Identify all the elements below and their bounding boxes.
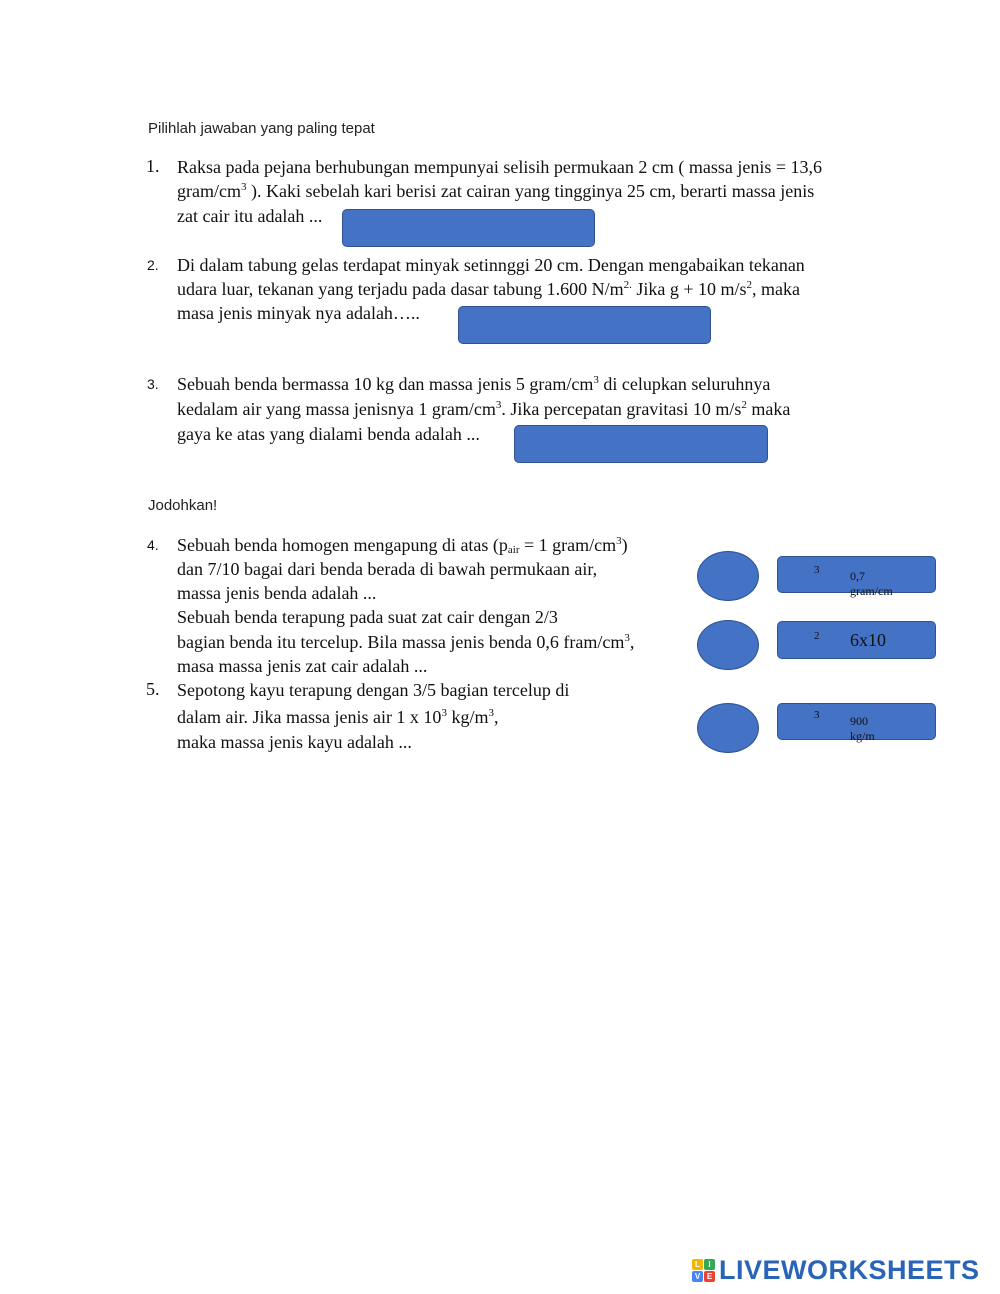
match-option-1-label: 0,7 gram/cm $^3$ bbox=[814, 564, 893, 598]
match-point-1[interactable] bbox=[697, 551, 759, 601]
match-point-2[interactable] bbox=[697, 620, 759, 670]
match-option-2[interactable] bbox=[777, 621, 936, 659]
question-3-number: 3. bbox=[147, 376, 159, 392]
question-3-line-3: gaya ke atas yang dialami benda adalah ... bbox=[177, 424, 480, 444]
question-3-line-1: Sebuah benda bermassa 10 kg dan massa jenis 5 gram/$cm^3$ di celupkan seluruhnya bbox=[177, 374, 771, 394]
liveworksheets-logo-text: LIVEWORKSHEETS bbox=[719, 1254, 980, 1285]
match-option-2-label: 6x10 $^2$ bbox=[814, 630, 886, 650]
question-3-answer-input[interactable] bbox=[515, 426, 767, 462]
question-2-line-2: udara luar, tekanan yang terjadu pada dasar tabung 1.600 $N/m^{2.}$ Jika g + 10 $m/s^2$, maka bbox=[177, 279, 801, 299]
match-option-1[interactable] bbox=[777, 556, 936, 598]
match-option-3-label: 900 kg/m $^3$ bbox=[814, 709, 875, 743]
match-option-3[interactable] bbox=[777, 703, 936, 743]
question-5-line-3: maka massa jenis kayu adalah ... bbox=[177, 732, 412, 752]
question-4-line-2: dan 7/10 bagai dari benda berada di bawah permukaan air, bbox=[177, 559, 598, 579]
question-3-line-2: kedalam air yang massa jenisnya 1 gram/$cm^3$. Jika percepatan gravitasi 10 $m/s^2$ maka bbox=[177, 399, 791, 419]
section-heading-multiple-choice: Pilihlah jawaban yang paling tepat bbox=[148, 120, 375, 137]
section-heading-matching: Jodohkan! bbox=[148, 497, 218, 514]
question-4-line-3: massa jenis benda adalah ... bbox=[177, 583, 377, 603]
question-2-answer-input[interactable] bbox=[459, 307, 710, 343]
question-1-line-3: zat cair itu adalah ... bbox=[177, 206, 323, 226]
liveworksheets-logo-icon: L I V E bbox=[692, 1259, 715, 1282]
question-4-line-1: Sebuah benda homogen mengapung di atas ($p_{air} = 1$ gram/$cm^3$) bbox=[177, 535, 628, 556]
question-1-line-1: Raksa pada pejana berhubungan mempunyai selisih permukaan 2 cm ( massa jenis = 13,6 bbox=[177, 157, 822, 177]
question-4-line-6: masa massa jenis zat cair adalah ... bbox=[177, 656, 428, 676]
question-5-line-2: dalam air. Jika massa jenis air 1 x $10^3$ $kg/m^3$, bbox=[177, 707, 499, 727]
liveworksheets-logo bbox=[692, 1253, 980, 1287]
question-2-line-3: masa jenis minyak nya adalah….. bbox=[177, 303, 420, 323]
question-3-answer-box[interactable] bbox=[514, 425, 768, 463]
question-1-answer-input[interactable] bbox=[343, 210, 594, 246]
question-2-number: 2. bbox=[147, 257, 159, 273]
question-5-number: 5. bbox=[146, 679, 160, 699]
question-1-answer-box[interactable] bbox=[342, 209, 595, 247]
question-4-line-4: Sebuah benda terapung pada suat zat cair dengan 2/3 bbox=[177, 607, 558, 627]
question-1-line-2: gram/$cm^3$ ). Kaki sebelah kari berisi zat cairan yang tingginya 25 cm, berarti massa jenis bbox=[177, 181, 815, 201]
question-1-number: 1. bbox=[146, 156, 160, 176]
question-5-line-1: Sepotong kayu terapung dengan 3/5 bagian tercelup di bbox=[177, 680, 570, 700]
question-2-line-1: Di dalam tabung gelas terdapat minyak setinnggi 20 cm. Dengan mengabaikan tekanan bbox=[177, 255, 805, 275]
question-4-number: 4. bbox=[147, 537, 159, 553]
question-4-line-5: bagian benda itu tercelup. Bila massa jenis benda 0,6 fram/$cm^3$, bbox=[177, 632, 635, 652]
question-2-answer-box[interactable] bbox=[458, 306, 711, 344]
match-point-3[interactable] bbox=[697, 703, 759, 753]
